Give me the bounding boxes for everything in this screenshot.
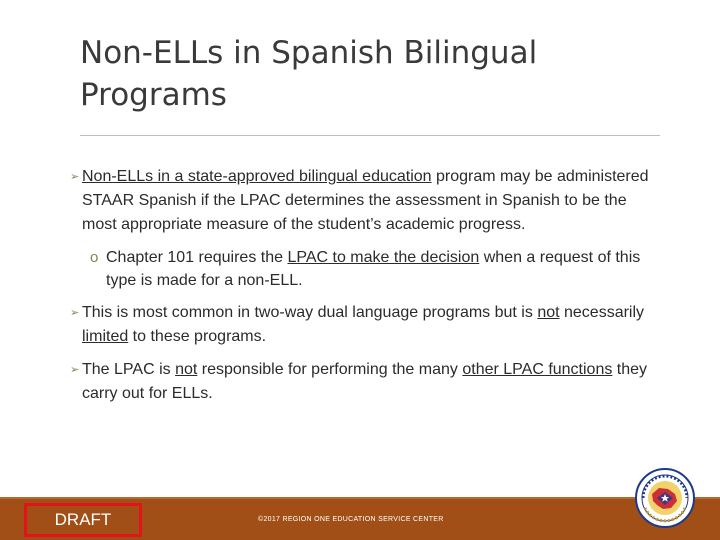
title-divider [80,135,660,136]
bullet-item [72,301,662,349]
text-run: The LPAC is [82,361,176,378]
slide-content [72,165,662,415]
bullet-item [72,165,662,237]
slide-title: Non-ELLs in Spanish Bilingual Programs [80,35,538,113]
sub-bullet-item [90,246,662,292]
bullet-arrow-icon: ➢ [70,171,80,183]
draft-label: DRAFT [24,503,142,537]
text-run: This is most common in two-way dual language programs but is [82,304,538,321]
underlined-text: limited [82,328,129,345]
text-run: they carry out for ELLs. [82,361,648,402]
text-run: when a request of this type is made for a non-ELL. [106,249,641,289]
bullet-arrow-icon: ➢ [70,307,80,319]
underlined-text: not [537,304,560,321]
underlined-text: not [175,361,198,378]
bullet-item [72,358,662,406]
text-run: to these programs. [128,328,267,345]
bullet-arrow-icon: ➢ [70,364,80,376]
underlined-text: LPAC to make the decision [287,249,480,266]
copyright-text: ©2017 REGION ONE EDUCATION SERVICE CENTER [258,516,444,523]
underlined-text: Non-ELLs in a state-approved bilingual education [82,168,432,185]
text-run: Chapter 101 requires the [106,249,288,266]
underlined-text: other LPAC functions [462,361,613,378]
text-run: responsible for performing the many [197,361,463,378]
hollow-circle-icon: o [90,249,99,266]
text-run: program may be administered STAAR Spanish if the LPAC determines the assessment in Spanish to be the most appropriate measure of the student’s academic progress. [82,168,649,233]
region-one-seal-logo [635,468,695,528]
text-run: necessarily [559,304,645,321]
